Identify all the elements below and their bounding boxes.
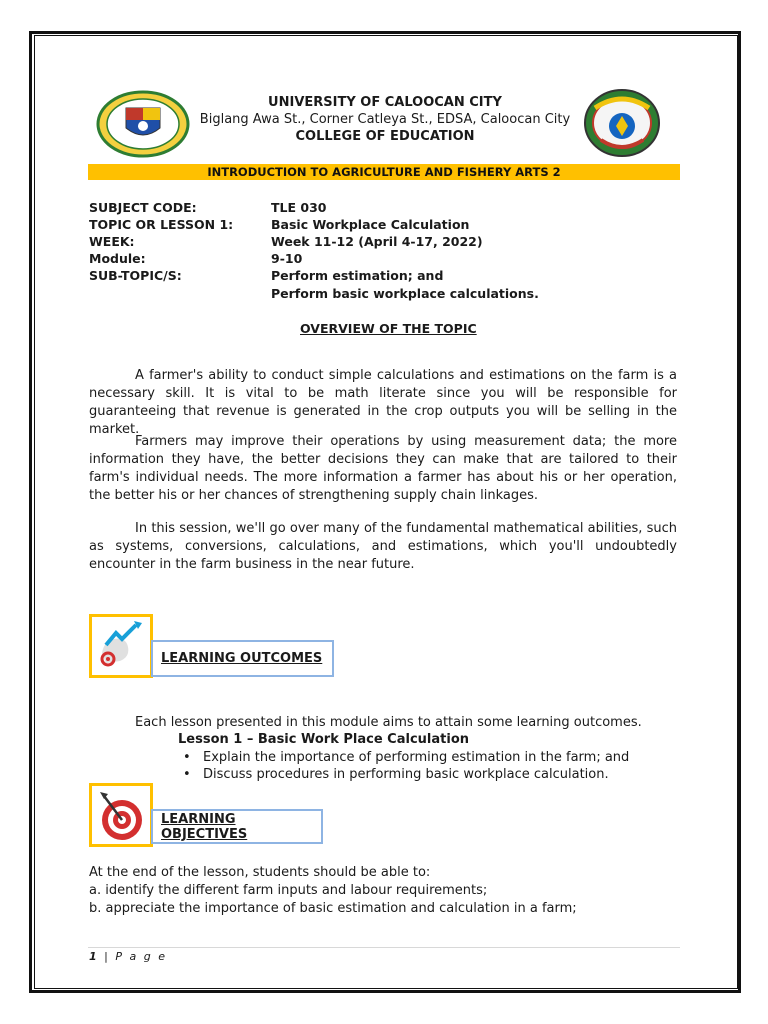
- meta-value-subtopic-1: Perform estimation; and: [271, 268, 444, 283]
- meta-value-subtopic-2: Perform basic workplace calculations.: [271, 286, 539, 301]
- outcome-bullet-1: • Explain the importance of performing estimation in the farm; and: [183, 750, 630, 765]
- meta-label-subject-code: SUBJECT CODE:: [89, 200, 197, 215]
- university-address: Biglang Awa St., Corner Catleya St., EDSA, Caloocan City: [199, 112, 571, 127]
- learning-outcomes-heading: LEARNING OUTCOMES: [151, 640, 334, 677]
- paragraph-text: In this session, we'll go over many of the fundamental mathematical abilities, such as systems, conversions, calculations, and estimations, which you'll undoubtedly encounter in the farm business in the near future.: [89, 521, 677, 572]
- meta-label-module: Module:: [89, 251, 146, 266]
- lesson-title: Lesson 1 – Basic Work Place Calculation: [178, 732, 470, 747]
- meta-label-subtopics: SUB-TOPIC/S:: [89, 268, 182, 283]
- page-number: 1: [89, 950, 99, 963]
- meta-value-subject-code: TLE 030: [271, 200, 327, 215]
- page-footer: [89, 950, 167, 963]
- college-seal-icon: [583, 88, 661, 158]
- meta-value-week: Week 11-12 (April 4-17, 2022): [271, 234, 483, 249]
- target-icon: [92, 786, 150, 844]
- overview-paragraph-1: [89, 367, 677, 439]
- university-seal-icon: [96, 90, 190, 158]
- growth-chart-icon: [92, 617, 150, 675]
- outcomes-intro: Each lesson presented in this module aims to attain some learning outcomes.: [135, 715, 642, 730]
- meta-value-module: 9-10: [271, 251, 303, 266]
- bullet-text: Explain the importance of performing estimation in the farm; and: [203, 750, 630, 765]
- meta-value-topic: Basic Workplace Calculation: [271, 217, 470, 232]
- overview-heading: OVERVIEW OF THE TOPIC: [300, 321, 477, 336]
- meta-label-topic: TOPIC OR LESSON 1:: [89, 217, 234, 232]
- outcomes-icon-box: [89, 614, 153, 678]
- paragraph-text: Farmers may improve their operations by using measurement data; the more information they have, the better decisions they can make that are tailored to their farm's individual needs. The more information a farmer has about his or her operation, the better his or her chances of strengthening supply chain linkages.: [89, 434, 677, 503]
- page-label: | P a g e: [104, 950, 167, 963]
- learning-objectives-heading: LEARNING OBJECTIVES: [151, 809, 323, 844]
- footer-divider: [88, 947, 680, 948]
- university-name: UNIVERSITY OF CALOOCAN CITY: [268, 95, 502, 110]
- paragraph-text: A farmer's ability to conduct simple calculations and estimations on the farm is a necessary skill. It is vital to be math literate since you will be responsible for guaranteeing that revenue is generated in the crop outputs you will be selling in the market.: [89, 368, 677, 437]
- college-name: COLLEGE OF EDUCATION: [295, 129, 475, 144]
- course-title-bar: INTRODUCTION TO AGRICULTURE AND FISHERY ARTS 2: [88, 164, 680, 180]
- overview-paragraph-3: [89, 520, 677, 574]
- meta-label-week: WEEK:: [89, 234, 135, 249]
- objectives-icon-box: [89, 783, 153, 847]
- bullet-text: Discuss procedures in performing basic workplace calculation.: [203, 767, 609, 782]
- outcome-bullet-2: • Discuss procedures in performing basic workplace calculation.: [183, 767, 609, 782]
- overview-paragraph-2: [89, 433, 677, 505]
- objective-item-b: b. appreciate the importance of basic estimation and calculation in a farm;: [89, 901, 577, 916]
- objectives-intro: At the end of the lesson, students should be able to:: [89, 865, 431, 880]
- objective-item-a: a. identify the different farm inputs and labour requirements;: [89, 883, 488, 898]
